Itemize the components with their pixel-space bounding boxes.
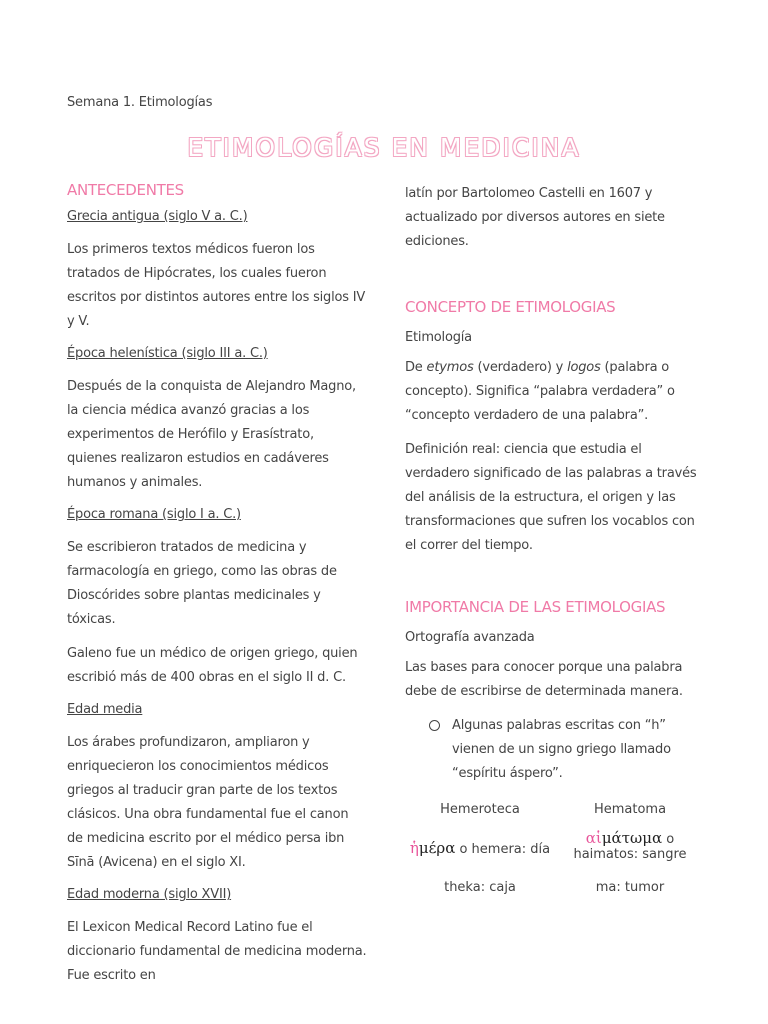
paragraph-romana-1: Se escribieron tratados de medicina y farmacología en griego, como las obras de Dioscórides sobre plantas medicinales y tóxicas. [67, 540, 337, 627]
greek-spiritus-he: ἡ [409, 839, 419, 857]
example-hemera [405, 839, 555, 862]
concept-text-mid: (verdadero) y [473, 360, 568, 375]
section-title-romana: Época romana (siglo I a. C.) [67, 507, 241, 522]
real-definition-paragraph: Definición real: ciencia que estudia el verdadero significado de las palabras a través del análisis de la estructura, el origen y las transformaciones que sufren los vocablos con el correr del tiempo. [405, 442, 697, 553]
concept-text-de: De [405, 360, 427, 375]
paragraph-edad-media: Los árabes profundizaron, ampliaron y enriquecieron los conocimientos médicos griegos al traducir gran parte de los textos clásicos. Una obra fundamental fue el canon de medicina escrito por el médico persa ibn Sīnā (Avicena) en el siglo XI. [67, 735, 349, 870]
logos-term: logos [567, 360, 601, 375]
greek-mera: μέρα [418, 839, 456, 857]
continuation-paragraph: latín por Bartolomeo Castelli en 1607 y actualizado por diversos autores en siete ediciones. [405, 186, 665, 249]
section-title-helenistica: Época helenística (siglo III a. C.) [67, 346, 268, 361]
example-haimatos [555, 829, 705, 862]
hemera-gloss: o hemera: día [455, 842, 551, 857]
etymos-term: etymos [426, 360, 474, 375]
example-hematoma-title: Hematoma [593, 802, 667, 817]
paragraph-grecia: Los primeros textos médicos fueron los tratados de Hipócrates, los cuales fueron escritos por distintos autores entre los siglos IV y V. [67, 242, 366, 329]
examples-grid [405, 802, 705, 895]
paragraph-edad-moderna: El Lexicon Medical Record Latino fue el diccionario fundamental de medicina moderna. Fue escrito en [67, 920, 367, 983]
bullet-text: Algunas palabras escritas con “h” vienen de un signo griego llamado “espíritu áspero”. [452, 718, 671, 781]
concept-line: Etimología [405, 330, 472, 345]
importance-paragraph: Las bases para conocer porque una palabra debe de escribirse de determinada manera. [405, 660, 683, 699]
week-label: Semana 1. Etimologías [67, 95, 213, 110]
example-ma: ma: tumor [595, 880, 665, 895]
concept-text-rest: (palabra o concepto). Significa “palabra verdadera” o “concepto verdadero de una palabra”. [405, 360, 675, 423]
greek-spiritus-hai: αἱ [585, 829, 602, 847]
example-hemeroteca-title: Hemeroteca [440, 802, 520, 817]
section-title-edad-moderna: Edad moderna (siglo XVII) [67, 887, 232, 902]
paragraph-helenistica: Después de la conquista de Alejandro Magno, la ciencia médica avanzó gracias a los experimentos de Herófilo y Erasístrato, quienes realizaron estudios en cadáveres humanos y animales. [67, 379, 356, 490]
antecedentes-heading: ANTECEDENTES [67, 181, 184, 199]
section-title-edad-media: Edad media [67, 702, 143, 717]
circle-bullet-icon [429, 720, 440, 731]
page-title: ETIMOLOGÍAS EN MEDICINA [187, 133, 581, 162]
haimatos-gloss: haimatos: sangre [573, 847, 687, 862]
left-column [67, 181, 367, 988]
importance-line: Ortografía avanzada [405, 630, 535, 645]
concept-heading: CONCEPTO DE ETIMOLOGIAS [405, 298, 616, 316]
concept-definition-paragraph [405, 356, 705, 428]
matoma-o: o [662, 832, 675, 847]
importance-heading: IMPORTANCIA DE LAS ETIMOLOGIAS [405, 598, 666, 616]
right-column [405, 182, 705, 895]
section-title-grecia: Grecia antigua (siglo V a. C.) [67, 209, 248, 224]
example-theka: theka: caja [444, 880, 516, 895]
bullet-item [405, 714, 705, 786]
paragraph-romana-2: Galeno fue un médico de origen griego, quien escribió más de 400 obras en el siglo II d. C. [67, 646, 358, 685]
greek-matoma: μάτωμα [601, 829, 663, 847]
